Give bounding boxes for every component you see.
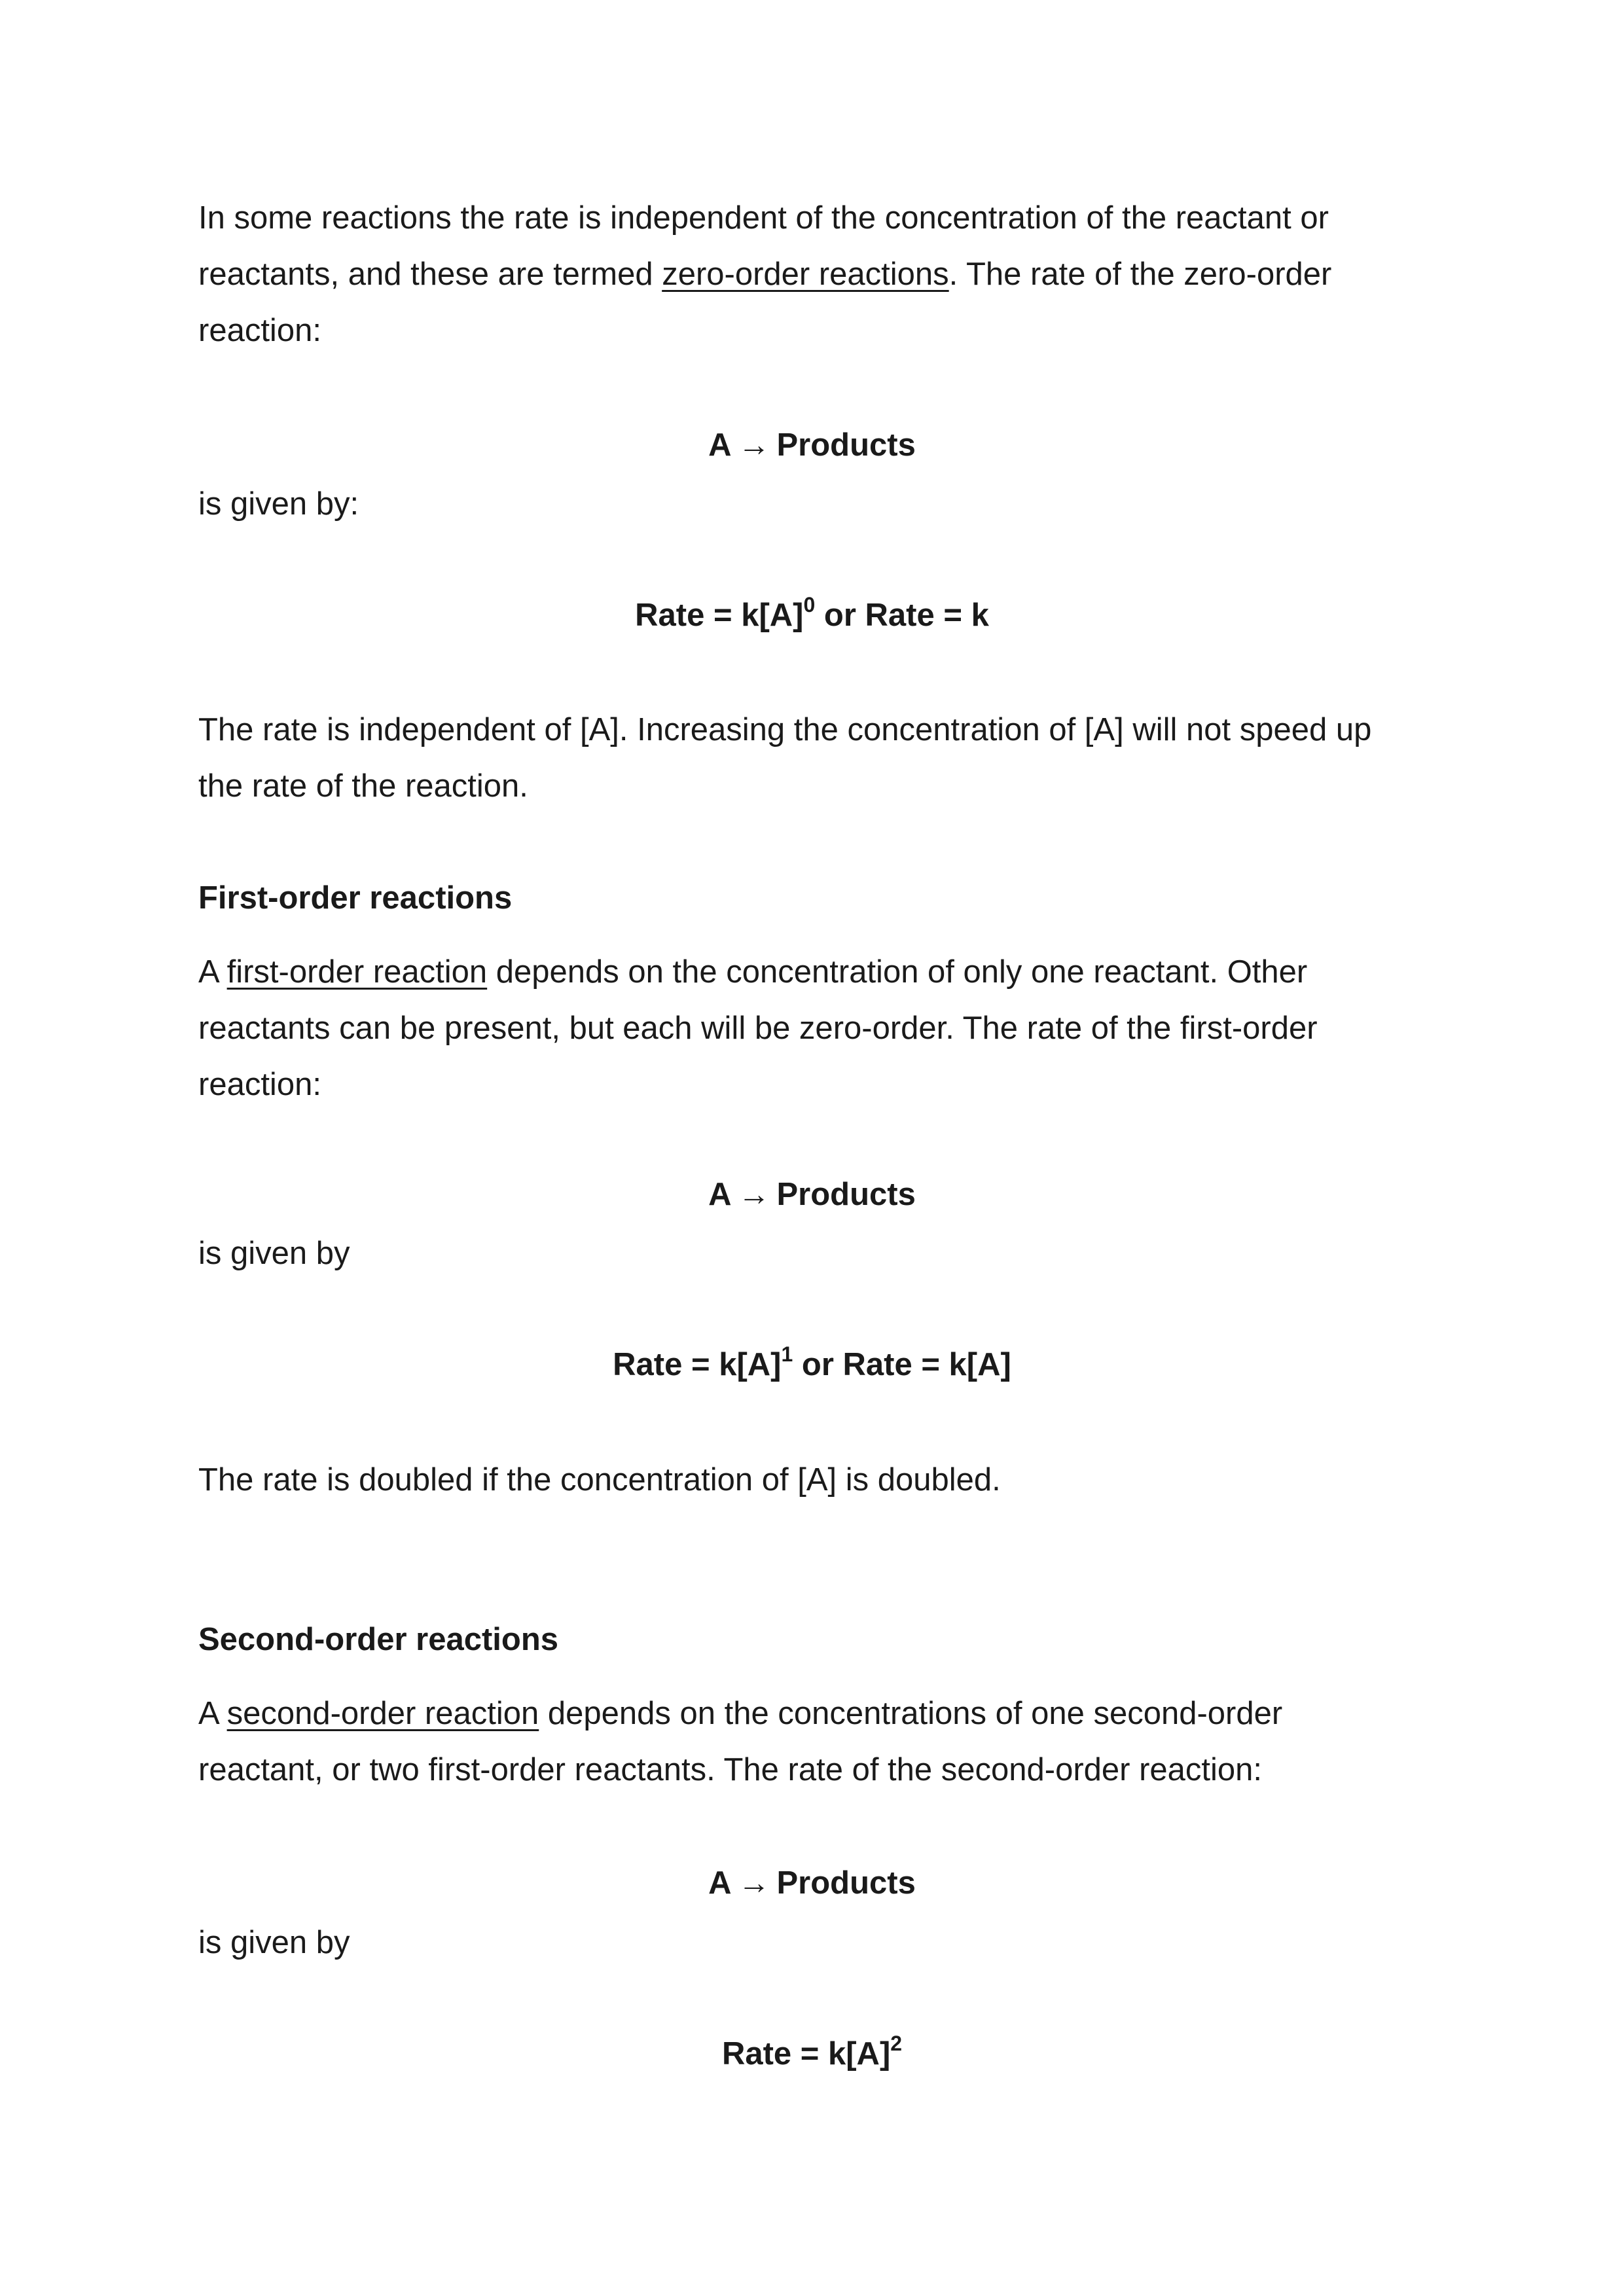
second-order-reaction-term: second-order reaction (226, 1696, 539, 1731)
equation-reactant: A (708, 1865, 732, 1901)
first-order-given-by: is given by (198, 1236, 350, 1271)
right-arrow-icon: → (738, 427, 770, 463)
zero-order-intro-line2 (198, 246, 1442, 302)
first-order-reaction-term: first-order reaction (226, 954, 488, 990)
zero-order-intro (198, 190, 1442, 359)
text-span: depends on the concentrations of one second-order (539, 1696, 1283, 1731)
text-span: A (198, 954, 227, 990)
text-span: reactants, and these are termed (198, 257, 662, 292)
second-order-rate-law (0, 2031, 1624, 2073)
zero-order-intro-line3: reaction: (198, 313, 321, 348)
note-line: The rate is independent of [A]. Increasing the concentration of [A] will not speed up (198, 712, 1372, 747)
rate-law-text: Rate = k[A] (613, 1347, 782, 1382)
first-order-intro-line3: reaction: (198, 1067, 321, 1102)
zero-order-note (198, 702, 1442, 814)
equation-reactant: A (708, 427, 732, 463)
second-order-intro-line2: reactant, or two first-order reactants. The rate of the second-order reaction: (198, 1752, 1263, 1787)
second-order-heading: Second-order reactions (198, 1622, 559, 1657)
rate-law-text: or Rate = k[A] (793, 1347, 1011, 1382)
zero-order-reactions-term: zero-order reactions (662, 257, 949, 292)
zero-order-rate-law (0, 592, 1624, 635)
second-order-intro (198, 1685, 1442, 1798)
zero-order-intro-line1: In some reactions the rate is independent of the concentration of the reactant or (198, 200, 1329, 236)
rate-exponent: 0 (803, 592, 816, 617)
note-line: the rate of the reaction. (198, 768, 528, 804)
rate-exponent: 2 (890, 2031, 903, 2055)
text-span: A (198, 1696, 227, 1731)
first-order-heading: First-order reactions (198, 880, 513, 916)
right-arrow-icon: → (738, 1865, 770, 1901)
text-span: depends on the concentration of only one reactant. Other (487, 954, 1308, 990)
rate-law-text: Rate = k[A] (635, 598, 804, 633)
second-order-equation (0, 1863, 1624, 1903)
zero-order-given-by: is given by: (198, 486, 359, 522)
first-order-note: The rate is doubled if the concentration of [A] is doubled. (198, 1462, 1001, 1498)
first-order-equation (0, 1175, 1624, 1214)
first-order-intro-line1 (198, 944, 1442, 1000)
rate-law-text: Rate = k[A] (721, 2036, 891, 2072)
equation-products: Products (776, 1177, 916, 1212)
zero-order-equation (0, 425, 1624, 465)
second-order-given-by: is given by (198, 1925, 350, 1960)
rate-exponent: 1 (781, 1342, 793, 1366)
equation-products: Products (776, 1865, 916, 1901)
first-order-rate-law (0, 1342, 1624, 1384)
first-order-intro (198, 944, 1442, 1113)
text-span: . The rate of the zero-order (948, 257, 1332, 292)
right-arrow-icon: → (738, 1177, 770, 1212)
second-order-intro-line1 (198, 1685, 1442, 1742)
rate-law-text: or Rate = k (815, 598, 989, 633)
equation-products: Products (776, 427, 916, 463)
equation-reactant: A (708, 1177, 732, 1212)
first-order-intro-line2: reactants can be present, but each will be zero-order. The rate of the first-order (198, 1011, 1318, 1046)
